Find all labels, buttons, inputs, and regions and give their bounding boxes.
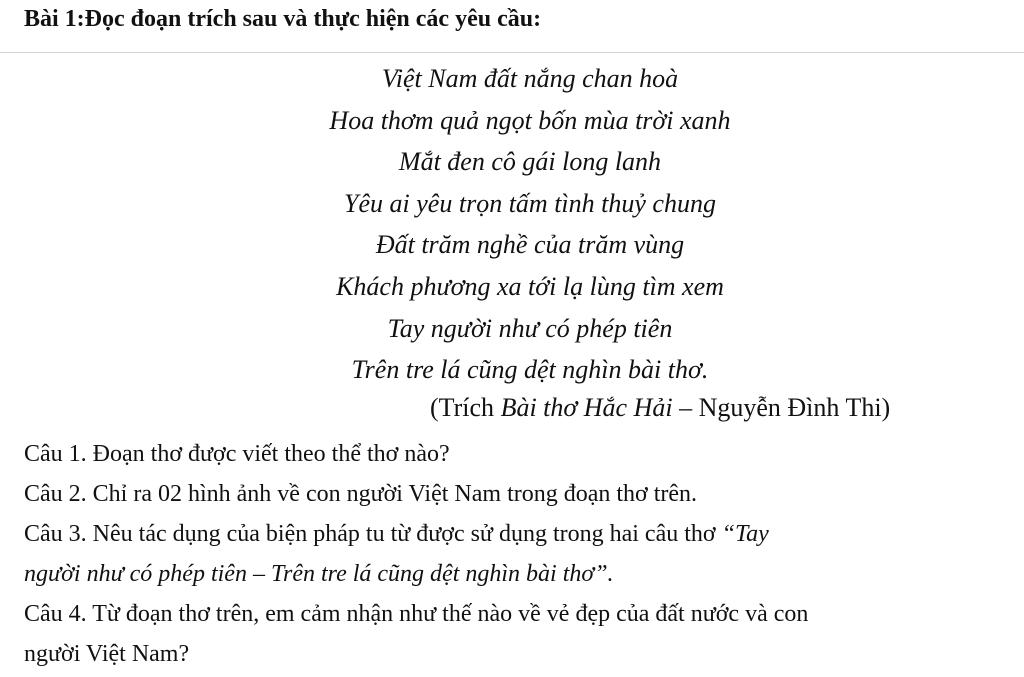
question-3 xyxy=(24,514,1014,554)
poem-line: Mắt đen cô gái long lanh xyxy=(398,147,662,177)
header-bar xyxy=(0,0,1024,53)
poem-line: Trên tre lá cũng dệt nghìn bài thơ. xyxy=(351,355,709,385)
source-prefix: (Trích xyxy=(430,393,501,422)
question-3-quote-continued: người như có phép tiên – Trên tre lá cũng dệt nghìn bài thơ”. xyxy=(24,561,614,587)
question-3-text: Câu 3. Nêu tác dụng của biện pháp tu từ được sử dụng trong hai câu thơ xyxy=(24,521,722,547)
source-suffix: – Nguyễn Đình Thi) xyxy=(672,393,891,422)
question-1: Câu 1. Đoạn thơ được viết theo thể thơ nào? xyxy=(24,441,450,467)
poem-line: Khách phương xa tới lạ lùng tìm xem xyxy=(336,271,724,301)
question-4: Câu 4. Từ đoạn thơ trên, em cảm nhận như thế nào về vẻ đẹp của đất nước và con xyxy=(24,601,809,627)
poem-line: Đất trăm nghề của trăm vùng xyxy=(375,230,685,260)
source-work-title: Bài thơ Hắc Hải xyxy=(500,393,673,422)
poem-line: Việt Nam đất nắng chan hoà xyxy=(381,64,679,93)
poem-line: Yêu ai yêu trọn tấm tình thuỷ chung xyxy=(344,188,716,218)
poem-line: Hoa thơm quả ngọt bốn mùa trời xanh xyxy=(329,105,731,135)
poem-line: Tay người như có phép tiên xyxy=(387,313,673,343)
question-3-continued xyxy=(24,554,1014,594)
poem-excerpt xyxy=(0,58,1024,391)
question-list xyxy=(24,434,1014,674)
question-3-quote: “Tay xyxy=(721,521,769,547)
exercise-title: Bài 1:Đọc đoạn trích sau và thực hiện các yêu cầu: xyxy=(24,6,542,32)
poem-source xyxy=(430,393,890,423)
question-4-continued: người Việt Nam? xyxy=(24,641,190,667)
question-2: Câu 2. Chỉ ra 02 hình ảnh về con người Việt Nam trong đoạn thơ trên. xyxy=(24,481,698,507)
